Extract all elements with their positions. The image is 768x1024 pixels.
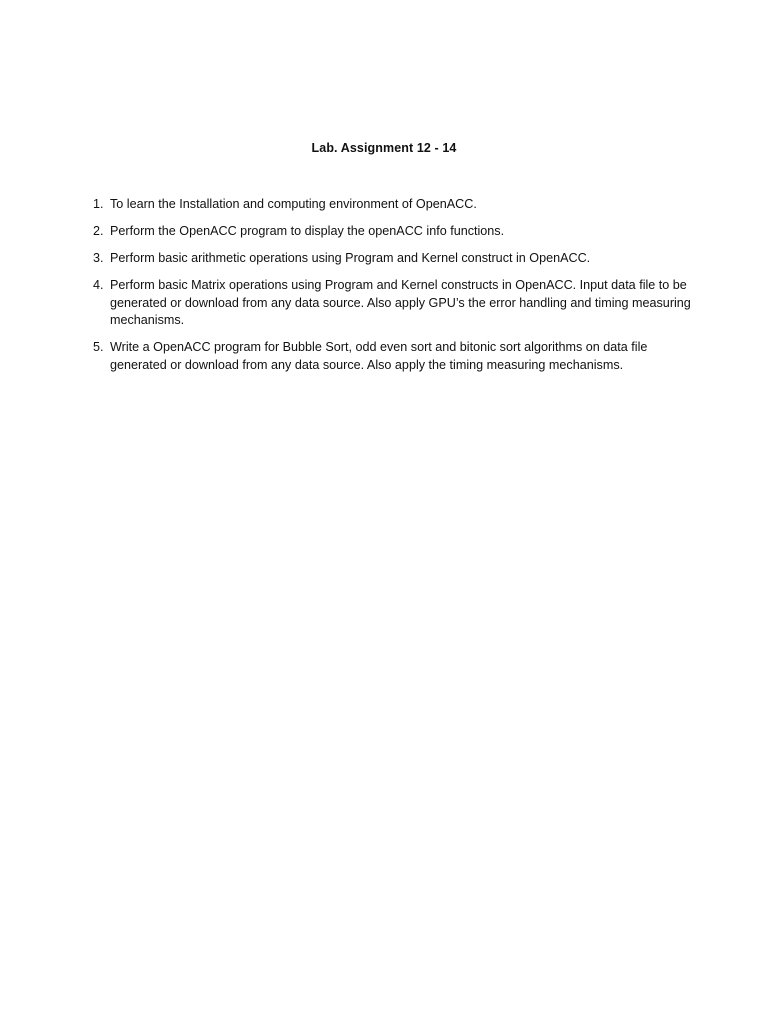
page-title: Lab. Assignment 12 - 14 [311, 141, 457, 155]
list-item-text: Write a OpenACC program for Bubble Sort, odd even sort and bitonic sort algorithms on data file generated or download from any data source. Also apply the timing measuring mechanisms. [110, 340, 648, 372]
list-item [93, 277, 693, 330]
list-item-number: 5. [93, 340, 104, 354]
list-item-text: Perform basic arithmetic operations using Program and Kernel construct in OpenACC. [110, 251, 591, 265]
list-item-text: Perform the OpenACC program to display the openACC info functions. [110, 224, 505, 238]
assignment-list [93, 196, 693, 384]
list-item-number: 4. [93, 278, 104, 292]
list-item-text: Perform basic Matrix operations using Program and Kernel constructs in OpenACC. Input data file to be generated or download from any data source. Also apply GPU’s the error handling and timing measuring mechanisms. [110, 278, 691, 327]
list-item-number: 1. [93, 197, 104, 211]
list-item-number: 3. [93, 251, 104, 265]
list-item [93, 223, 693, 241]
list-item-text: To learn the Installation and computing environment of OpenACC. [110, 197, 477, 211]
list-item-number: 2. [93, 224, 104, 238]
list-item [93, 339, 693, 374]
list-item [93, 196, 693, 214]
list-item [93, 250, 693, 268]
